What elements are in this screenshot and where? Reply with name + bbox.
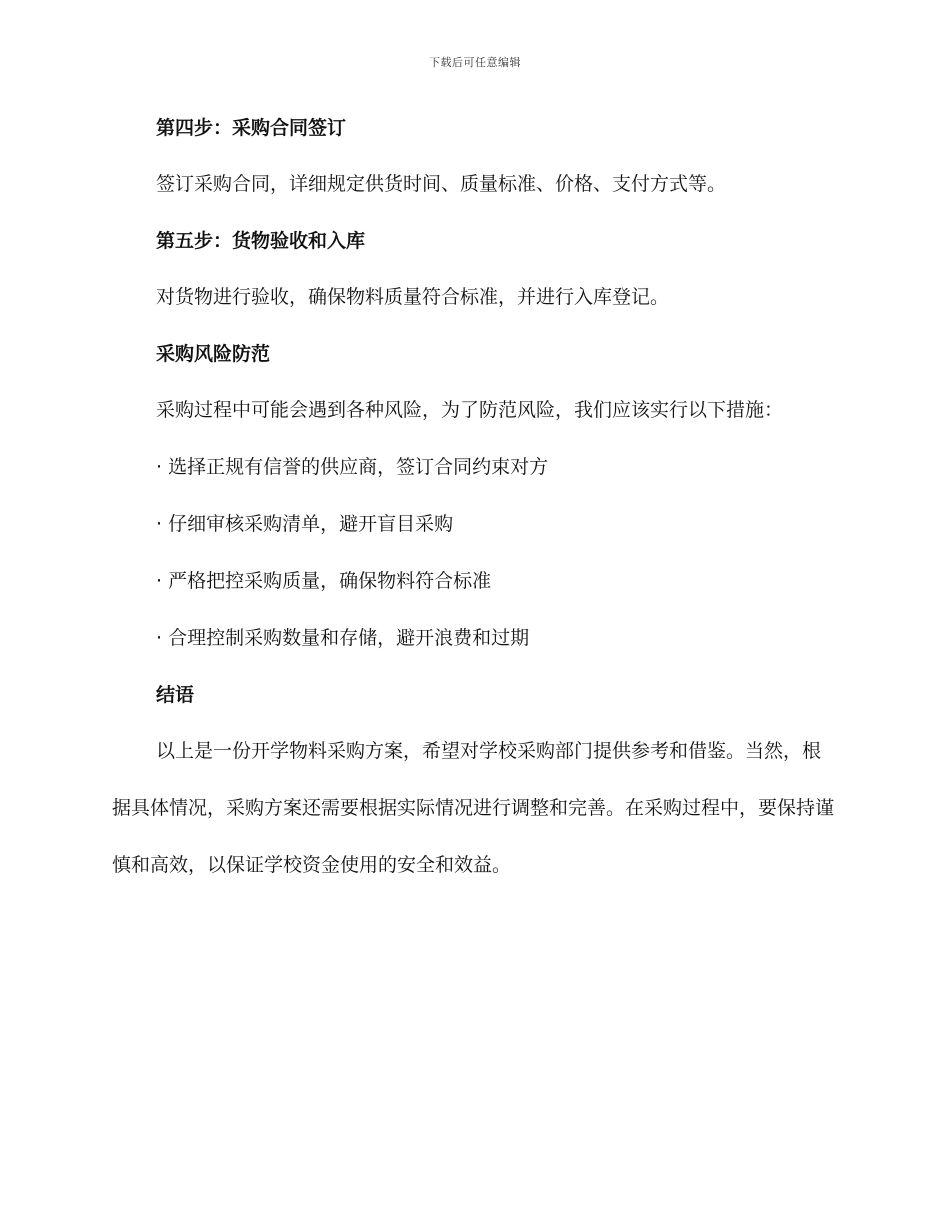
- step4-paragraph: 签订采购合同，详细规定供货时间、质量标准、价格、支付方式等。: [156, 173, 727, 195]
- risk-paragraph: 采购过程中可能会遇到各种风险，为了防范风险，我们应该实行以下措施：: [156, 399, 784, 421]
- risk-bullet-4: · 合理控制采购数量和存储，避开浪费和过期: [156, 627, 530, 649]
- step4-heading: 第四步：采购合同签订: [156, 117, 347, 139]
- risk-bullet-2: · 仔细审核采购清单，避开盲目采购: [156, 513, 454, 535]
- document-body: [112, 112, 834, 894]
- step5-heading: 第五步：货物验收和入库: [156, 230, 366, 252]
- risk-heading: 采购风险防范: [156, 343, 271, 365]
- conclusion-heading: 结语: [156, 684, 195, 706]
- risk-bullet-1: · 选择正规有信誉的供应商，签订合同约束对方: [156, 456, 549, 478]
- header-note: 下载后可任意编辑: [429, 56, 521, 69]
- step5-paragraph: 对货物进行验收，确保物料质量符合标准，并进行入库登记。: [156, 286, 670, 308]
- conclusion-paragraph: 以上是一份开学物料采购方案，希望对学校采购部门提供参考和借鉴。当然，根据具体情况，采购方案还需要根据实际情况进行调整和完善。在采购过程中，要保持谨慎和高效，以保证学校资金使用的安全和效益。: [112, 740, 835, 876]
- risk-bullet-3: · 严格把控采购质量，确保物料符合标准: [156, 570, 492, 592]
